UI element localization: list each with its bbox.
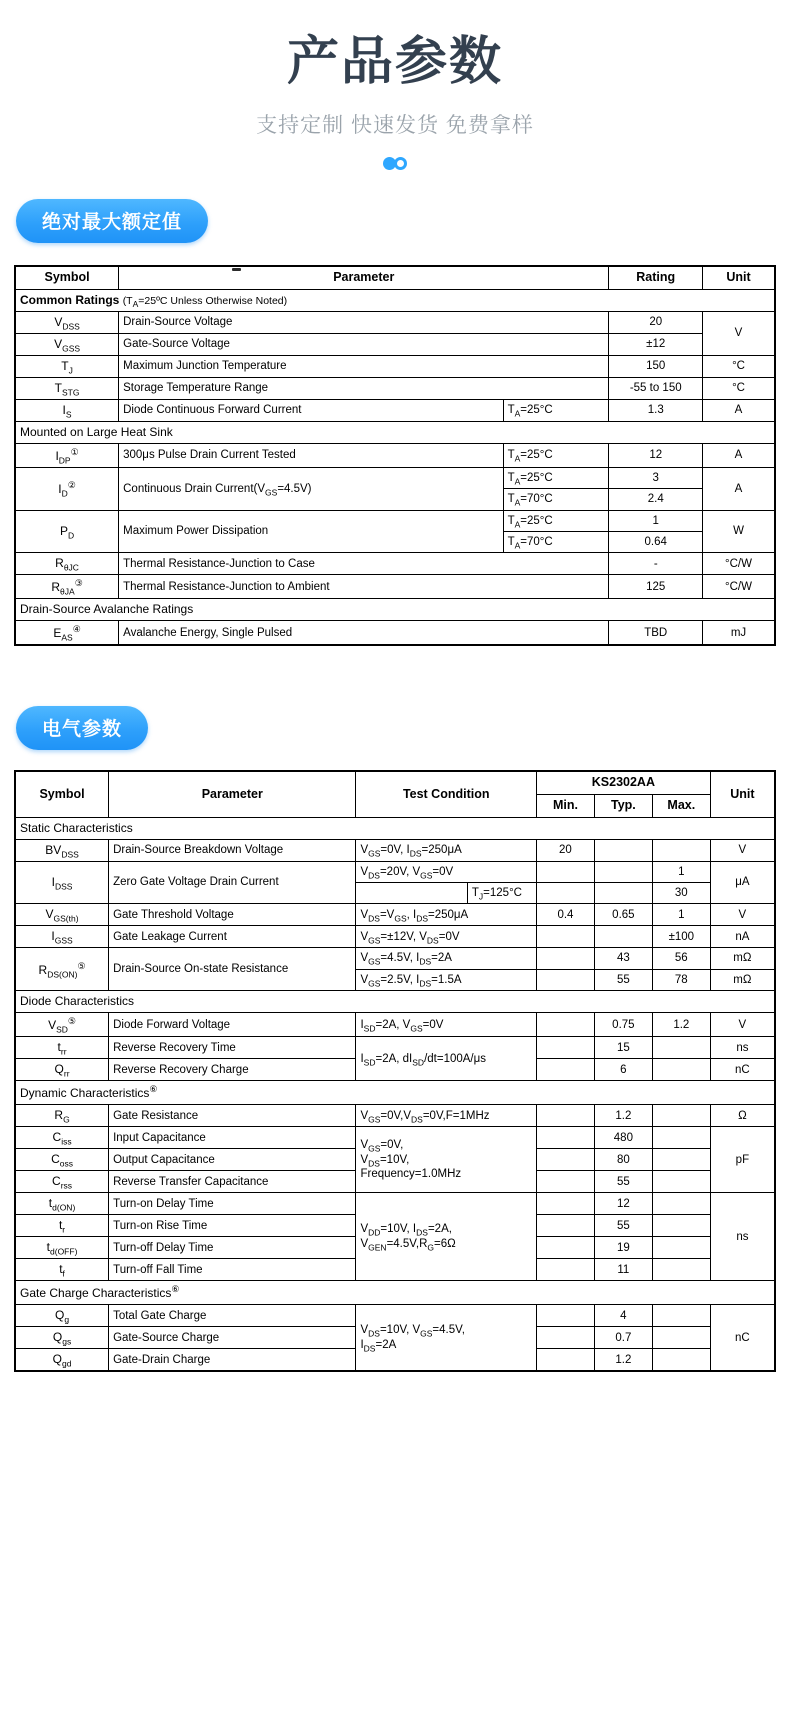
- cell-typ: 480: [594, 1127, 652, 1149]
- cell-parameter: Output Capacitance: [109, 1149, 356, 1171]
- cell-max: [652, 1059, 710, 1081]
- cell-max: [652, 1171, 710, 1193]
- cell-typ: 0.65: [594, 904, 652, 926]
- section-header-electrical-params: [0, 706, 790, 750]
- cell-min: [536, 1037, 594, 1059]
- cell-typ: [594, 926, 652, 948]
- table-row: [15, 311, 775, 333]
- cell-parameter: Total Gate Charge: [109, 1305, 356, 1327]
- table-row: [15, 1127, 775, 1149]
- cell-parameter: Maximum Power Dissipation: [119, 510, 503, 553]
- cell-unit: pF: [710, 1127, 775, 1193]
- table-group-row: [15, 289, 775, 311]
- cell-parameter: Turn-on Delay Time: [109, 1193, 356, 1215]
- cell-symbol: $C_{iss}$: [15, 1127, 109, 1149]
- cell-symbol: $t_{d(ON)}$: [15, 1193, 109, 1215]
- cell-max: [652, 1327, 710, 1349]
- cell-min: [536, 1013, 594, 1037]
- cell-rating: 3: [609, 467, 703, 488]
- cell-rating: 20: [609, 311, 703, 333]
- cell-unit: V: [710, 904, 775, 926]
- cell-symbol: $Q_{rr}$: [15, 1059, 109, 1081]
- cell-parameter: Drain-Source Breakdown Voltage: [109, 839, 356, 861]
- cell-unit: A: [703, 399, 775, 421]
- cell-symbol: $I_{GSS}$: [15, 926, 109, 948]
- table-row: [15, 467, 775, 488]
- cell-typ: 12: [594, 1193, 652, 1215]
- table-row: [15, 553, 775, 575]
- cell-parameter: 300μs Pulse Drain Current Tested: [119, 443, 503, 467]
- table-row: [15, 443, 775, 467]
- cell-symbol: $C_{rss}$: [15, 1171, 109, 1193]
- cell-symbol: $I_S$: [15, 399, 119, 421]
- group-title-mounted-heat-sink: Mounted on Large Heat Sink: [15, 421, 775, 443]
- table-group-row: [15, 817, 775, 839]
- cell-symbol: $R_{DS(ON)}^⑤$: [15, 948, 109, 991]
- cell-min: [536, 1305, 594, 1327]
- cell-parameter: Thermal Resistance-Junction to Case: [119, 553, 609, 575]
- cell-typ: [594, 883, 652, 904]
- cell-max: 1: [652, 861, 710, 882]
- col-header-symbol: Symbol: [15, 266, 119, 289]
- cell-min: [536, 1215, 594, 1237]
- table-row: [15, 355, 775, 377]
- cell-parameter: Gate Threshold Voltage: [109, 904, 356, 926]
- cell-max: [652, 1127, 710, 1149]
- table-row: [15, 926, 775, 948]
- table-row: [15, 1193, 775, 1215]
- cell-min: [536, 926, 594, 948]
- cell-condition: $V_{GS}=\pm 12V$, $V_{DS}=0V$: [356, 926, 537, 948]
- table-row: [15, 377, 775, 399]
- col-header-part-number: KS2302AA: [536, 771, 710, 794]
- cell-min: [536, 1105, 594, 1127]
- cell-parameter: Gate-Drain Charge: [109, 1349, 356, 1372]
- cell-typ: 55: [594, 1215, 652, 1237]
- cell-condition: $V_{GS}=4.5V$, $I_{DS}=2A$: [356, 948, 537, 969]
- table-row: [15, 510, 775, 531]
- cell-condition: $V_{GS}=0V$, $I_{DS}=250\mu A$: [356, 839, 537, 861]
- cell-typ: [594, 839, 652, 861]
- cell-condition: $T_A=25^\circ C$: [503, 510, 609, 531]
- table-row: [15, 839, 775, 861]
- cell-symbol: $R_{\theta JA}^③$: [15, 575, 119, 599]
- cell-symbol: $P_D$: [15, 510, 119, 553]
- table-row: [15, 399, 775, 421]
- col-header-max: Max.: [652, 795, 710, 818]
- cell-min: [536, 1237, 594, 1259]
- cell-unit: ns: [710, 1193, 775, 1281]
- cell-condition: $V_{GS}=0V$, $V_{DS}=10V$, Frequency=1.0MHz: [356, 1127, 537, 1193]
- cell-typ: [594, 861, 652, 882]
- cell-parameter: Gate-Source Charge: [109, 1327, 356, 1349]
- page-title: 产品参数: [286, 33, 503, 91]
- table-row: [15, 904, 775, 926]
- table-group-row: [15, 599, 775, 621]
- cell-parameter: Turn-off Delay Time: [109, 1237, 356, 1259]
- cell-unit: °C/W: [703, 575, 775, 599]
- cell-symbol: $R_G$: [15, 1105, 109, 1127]
- cell-unit: A: [703, 467, 775, 510]
- cell-max: [652, 1349, 710, 1372]
- cell-max: [652, 1259, 710, 1281]
- cell-symbol: $Q_{gs}$: [15, 1327, 109, 1349]
- cell-max: ±100: [652, 926, 710, 948]
- cell-max: [652, 1149, 710, 1171]
- cell-rating: -: [609, 553, 703, 575]
- cell-min: 20: [536, 839, 594, 861]
- cell-rating: 1: [609, 510, 703, 531]
- table-group-row: [15, 991, 775, 1013]
- cell-unit: W: [703, 510, 775, 553]
- table-group-row: [15, 1081, 775, 1105]
- cell-parameter: Reverse Transfer Capacitance: [109, 1171, 356, 1193]
- group-title-dynamic-note: ⑥: [149, 1084, 158, 1095]
- col-header-parameter: Parameter: [119, 266, 609, 289]
- cell-symbol: $C_{oss}$: [15, 1149, 109, 1171]
- group-title-dynamic-text: Dynamic Characteristics: [20, 1086, 150, 1101]
- cell-symbol: $I_{DP}^①$: [15, 443, 119, 467]
- cell-max: [652, 839, 710, 861]
- cell-typ: 15: [594, 1037, 652, 1059]
- group-title-static: Static Characteristics: [15, 817, 775, 839]
- group-title-gate-charge-text: Gate Charge Characteristics: [20, 1286, 172, 1301]
- cell-parameter: Diode Forward Voltage: [109, 1013, 356, 1037]
- cell-min: [536, 969, 594, 990]
- table-row: [15, 948, 775, 969]
- cell-min: [536, 1327, 594, 1349]
- cell-condition: $T_A=25^\circ C$: [503, 467, 609, 488]
- cell-symbol: $t_r$: [15, 1215, 109, 1237]
- cell-unit: V: [710, 839, 775, 861]
- dot-ring-icon: [394, 157, 407, 170]
- col-header-min: Min.: [536, 795, 594, 818]
- cell-symbol: $t_{rr}$: [15, 1037, 109, 1059]
- hero-banner: [0, 0, 790, 171]
- cell-min: [536, 1171, 594, 1193]
- cell-unit: ns: [710, 1037, 775, 1059]
- cell-min: [536, 948, 594, 969]
- cell-max: [652, 1215, 710, 1237]
- cell-parameter: Diode Continuous Forward Current: [119, 399, 503, 421]
- col-header-symbol: Symbol: [15, 771, 109, 817]
- table-row: [15, 621, 775, 646]
- cell-unit: °C: [703, 355, 775, 377]
- group-title-common-ratings: Common Ratings ($T_A=25ºC$ Unless Otherwise Noted): [15, 289, 775, 311]
- cell-typ: 0.7: [594, 1327, 652, 1349]
- cell-symbol: $V_{DSS}$: [15, 311, 119, 333]
- cell-symbol: $BV_{DSS}$: [15, 839, 109, 861]
- cell-min: [536, 1349, 594, 1372]
- cell-rating: ±12: [609, 333, 703, 355]
- cell-condition: $V_{DS}=20V$, $V_{GS}=0V$: [356, 861, 537, 882]
- col-header-parameter: Parameter: [109, 771, 356, 817]
- electrical-characteristics-table-wrap: [0, 770, 790, 1372]
- col-header-typ: Typ.: [594, 795, 652, 818]
- cell-condition: $T_J=125^\circ C$: [467, 883, 536, 904]
- cell-condition: $V_{GS}=0V,V_{DS}=0V,F=1MHz$: [356, 1105, 537, 1127]
- cell-unit: °C/W: [703, 553, 775, 575]
- table-row: [15, 1305, 775, 1327]
- cell-parameter: Reverse Recovery Charge: [109, 1059, 356, 1081]
- cell-parameter: Gate-Source Voltage: [119, 333, 609, 355]
- cell-symbol: $I_D^②$: [15, 467, 119, 510]
- cell-unit: Ω: [710, 1105, 775, 1127]
- cell-unit: nA: [710, 926, 775, 948]
- cell-parameter: Reverse Recovery Time: [109, 1037, 356, 1059]
- cell-min: [536, 1127, 594, 1149]
- cell-rating: 2.4: [609, 489, 703, 510]
- cell-symbol: $T_{STG}$: [15, 377, 119, 399]
- table-header-row-top: [15, 771, 775, 794]
- cell-parameter: Turn-off Fall Time: [109, 1259, 356, 1281]
- cell-symbol: $t_{d(OFF)}$: [15, 1237, 109, 1259]
- cell-condition: $V_{DD}=10V$, $I_{DS}=2A$, $V_{GEN}=4.5V,R_G=6\Omega$: [356, 1193, 537, 1281]
- cell-typ: 1.2: [594, 1349, 652, 1372]
- cell-typ: 80: [594, 1149, 652, 1171]
- cell-min: [536, 1149, 594, 1171]
- table-group-row: [15, 1281, 775, 1305]
- cell-symbol: $t_f$: [15, 1259, 109, 1281]
- cell-unit: nC: [710, 1305, 775, 1372]
- cell-parameter: Avalanche Energy, Single Pulsed: [119, 621, 609, 646]
- cell-typ: 4: [594, 1305, 652, 1327]
- col-header-unit: Unit: [710, 771, 775, 817]
- col-header-test-condition: Test Condition: [356, 771, 537, 817]
- cell-parameter: Drain-Source Voltage: [119, 311, 609, 333]
- cell-max: [652, 1193, 710, 1215]
- cell-parameter: Continuous Drain $Current(V_{GS}=4.5V)$: [119, 467, 503, 510]
- cell-parameter: Input Capacitance: [109, 1127, 356, 1149]
- group-title-avalanche: Drain-Source Avalanche Ratings: [15, 599, 775, 621]
- cell-parameter: Storage Temperature Range: [119, 377, 609, 399]
- cell-rating: 0.64: [609, 532, 703, 553]
- decorative-dots: [0, 155, 790, 171]
- table-row: [15, 575, 775, 599]
- cell-unit: °C: [703, 377, 775, 399]
- cell-symbol: $R_{\theta JC}$: [15, 553, 119, 575]
- cell-condition-blank: [356, 883, 467, 904]
- cell-parameter: Turn-on Rise Time: [109, 1215, 356, 1237]
- cell-max: 30: [652, 883, 710, 904]
- cell-min: [536, 1059, 594, 1081]
- cell-symbol: $V_{SD}^⑤$: [15, 1013, 109, 1037]
- cell-typ: 19: [594, 1237, 652, 1259]
- cell-symbol: $Q_g$: [15, 1305, 109, 1327]
- cell-min: [536, 1259, 594, 1281]
- cell-typ: 1.2: [594, 1105, 652, 1127]
- table-row: [15, 333, 775, 355]
- cell-typ: 55: [594, 1171, 652, 1193]
- cell-unit: V: [710, 1013, 775, 1037]
- cell-parameter: Drain-Source On-state Resistance: [109, 948, 356, 991]
- cell-symbol: $E_{AS}^④$: [15, 621, 119, 646]
- cell-condition: $T_A=25^\circ C$: [503, 443, 609, 467]
- section-pill-label: 电气参数: [16, 706, 148, 750]
- cell-max: 1: [652, 904, 710, 926]
- cell-unit: mJ: [703, 621, 775, 646]
- cell-unit: mΩ: [710, 948, 775, 969]
- cell-condition: $I_{SD}=2A$, $V_{GS}=0V$: [356, 1013, 537, 1037]
- cell-max: [652, 1105, 710, 1127]
- cell-condition: $V_{DS}=10V$, $V_{GS}=4.5V$, $I_{DS}=2A$: [356, 1305, 537, 1372]
- cell-symbol: $I_{DSS}$: [15, 861, 109, 904]
- cell-typ: 43: [594, 948, 652, 969]
- cell-rating: 12: [609, 443, 703, 467]
- table-header-row: [15, 266, 775, 289]
- cell-min: [536, 1193, 594, 1215]
- electrical-characteristics-table: [14, 770, 776, 1372]
- cell-min: 0.4: [536, 904, 594, 926]
- cell-max: [652, 1305, 710, 1327]
- cell-symbol: $V_{GS(th)}$: [15, 904, 109, 926]
- cell-condition: $T_A=25^\circ C$: [503, 399, 609, 421]
- group-title-gate-charge-note: ⑥: [171, 1284, 180, 1295]
- cell-max: 1.2: [652, 1013, 710, 1037]
- col-header-unit: Unit: [703, 266, 775, 289]
- cell-parameter: Thermal Resistance-Junction to Ambient: [119, 575, 609, 599]
- cell-max: [652, 1037, 710, 1059]
- cell-parameter: Gate Resistance: [109, 1105, 356, 1127]
- cell-parameter: Maximum Junction Temperature: [119, 355, 609, 377]
- table-row: [15, 1013, 775, 1037]
- cell-symbol: $Q_{gd}$: [15, 1349, 109, 1372]
- cell-parameter: Gate Leakage Current: [109, 926, 356, 948]
- table-row: [15, 1105, 775, 1127]
- cell-symbol: $T_J$: [15, 355, 119, 377]
- cell-min: [536, 861, 594, 882]
- cell-condition: $V_{DS}=V_{GS}$, $I_{DS}=250\mu A$: [356, 904, 537, 926]
- cell-max: 78: [652, 969, 710, 990]
- cell-condition: $T_A=70^\circ C$: [503, 532, 609, 553]
- cell-parameter: Zero Gate Voltage Drain Current: [109, 861, 356, 904]
- group-title-diode: Diode Characteristics: [15, 991, 775, 1013]
- cell-unit: V: [703, 311, 775, 355]
- cell-rating: 125: [609, 575, 703, 599]
- cell-max: 56: [652, 948, 710, 969]
- page-subtitle: 支持定制 快速发货 免费拿样: [256, 114, 534, 138]
- cell-condition: $T_A=70^\circ C$: [503, 489, 609, 510]
- absolute-max-ratings-table: [14, 265, 776, 646]
- cell-unit: nC: [710, 1059, 775, 1081]
- cell-max: [652, 1237, 710, 1259]
- cell-rating: 150: [609, 355, 703, 377]
- cell-condition: $V_{GS}=2.5V$, $I_{DS}=1.5A$: [356, 969, 537, 990]
- cell-unit: μA: [710, 861, 775, 904]
- group-title-gate-charge: [15, 1281, 775, 1305]
- section-header-absolute-max-ratings: [0, 199, 790, 243]
- cell-typ: 0.75: [594, 1013, 652, 1037]
- scan-artifact: [232, 268, 241, 271]
- col-header-rating: Rating: [609, 266, 703, 289]
- absolute-max-ratings-table-wrap: [0, 265, 790, 646]
- cell-rating: TBD: [609, 621, 703, 646]
- cell-condition: $I_{SD}=2A$, $dI_{SD}/dt=100A/\mu s$: [356, 1037, 537, 1081]
- cell-unit: mΩ: [710, 969, 775, 990]
- table-group-row: [15, 421, 775, 443]
- section-pill-label: 绝对最大额定值: [16, 199, 208, 243]
- cell-typ: 6: [594, 1059, 652, 1081]
- cell-unit: A: [703, 443, 775, 467]
- group-title-dynamic: [15, 1081, 775, 1105]
- cell-typ: 55: [594, 969, 652, 990]
- table-row: [15, 1037, 775, 1059]
- cell-typ: 11: [594, 1259, 652, 1281]
- cell-min: [536, 883, 594, 904]
- cell-symbol: $V_{GSS}$: [15, 333, 119, 355]
- cell-rating: -55 to 150: [609, 377, 703, 399]
- cell-rating: 1.3: [609, 399, 703, 421]
- table-row: [15, 861, 775, 882]
